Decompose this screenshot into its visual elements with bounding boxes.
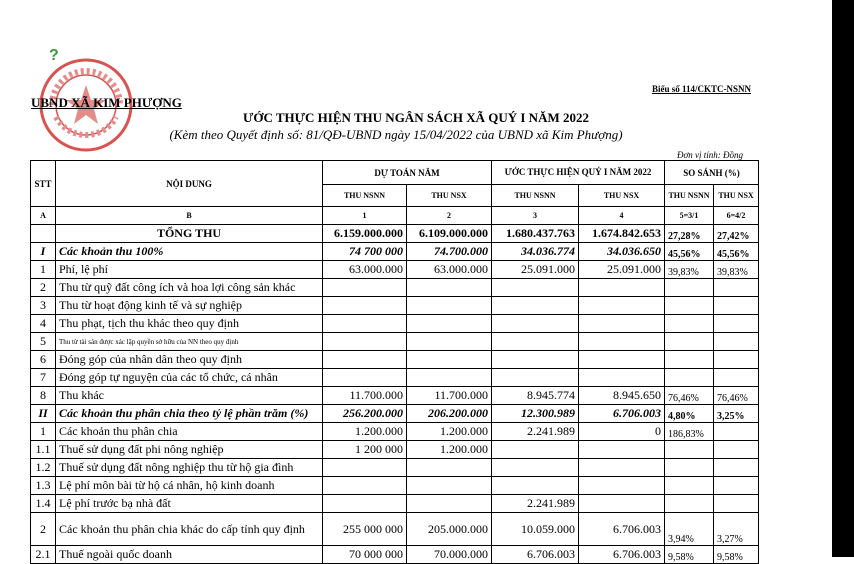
estimate-nsnn <box>323 351 407 369</box>
compare-nsx <box>714 279 759 297</box>
compare-nsnn: 9,58% <box>665 546 714 564</box>
form-number: Biểu số 114/CKTC-NSNN <box>652 84 752 94</box>
estimate-nsnn: 1.200.000 <box>323 423 407 441</box>
actual-nsx <box>579 315 665 333</box>
actual-nsx: 25.091.000 <box>579 261 665 279</box>
estimate-nsx <box>407 315 492 333</box>
estimate-nsnn: 74 700 000 <box>323 243 407 261</box>
actual-nsx: 6.706.003 <box>579 405 665 423</box>
actual-nsx <box>579 441 665 459</box>
estimate-nsx: 1.200.000 <box>407 441 492 459</box>
row-name: Các khoản thu phân chia khác do cấp tỉnh quy định <box>56 513 323 546</box>
actual-nsnn: 10.059.000 <box>492 513 579 546</box>
group-actual: ƯỚC THỰC HIỆN QUÝ I NĂM 2022 <box>492 161 665 185</box>
row-stt: 1.1 <box>31 441 56 459</box>
row-name: Các khoản thu phân chia theo tỷ lệ phần trăm (%) <box>56 405 323 423</box>
table-row <box>31 477 759 495</box>
estimate-nsx: 63.000.000 <box>407 261 492 279</box>
sub-cmp-nsnn: THU NSNN <box>665 185 714 207</box>
sub-nsnn: THU NSNN <box>492 185 579 207</box>
row-name: Thuế sử dụng đất nông nghiệp thu từ hộ gia đình <box>56 459 323 477</box>
estimate-nsnn <box>323 495 407 513</box>
compare-nsnn <box>665 477 714 495</box>
index-cell: 6=4/2 <box>714 207 759 225</box>
estimate-nsx: 205.000.000 <box>407 513 492 546</box>
compare-nsnn: 186,83% <box>665 423 714 441</box>
actual-nsnn: 2.241.989 <box>492 495 579 513</box>
row-name: Đóng góp của nhân dân theo quy định <box>56 351 323 369</box>
compare-nsnn <box>665 279 714 297</box>
row-stt: 1 <box>31 423 56 441</box>
row-stt: 7 <box>31 369 56 387</box>
row-name: Đóng góp tự nguyện của các tổ chức, cá nhân <box>56 369 323 387</box>
estimate-nsnn <box>323 297 407 315</box>
row-stt: 1.2 <box>31 459 56 477</box>
actual-nsx <box>579 351 665 369</box>
row-name: Các khoản thu phân chia <box>56 423 323 441</box>
estimate-nsnn <box>323 459 407 477</box>
estimate-nsnn <box>323 279 407 297</box>
actual-nsx <box>579 495 665 513</box>
estimate-nsx <box>407 477 492 495</box>
row-name: Thu khác <box>56 387 323 405</box>
index-cell: A <box>31 207 56 225</box>
compare-nsnn: 39,83% <box>665 261 714 279</box>
actual-nsnn: 25.091.000 <box>492 261 579 279</box>
estimate-nsx: 1.200.000 <box>407 423 492 441</box>
estimate-nsx <box>407 369 492 387</box>
row-name: Thu từ hoạt động kinh tế và sự nghiệp <box>56 297 323 315</box>
actual-nsnn <box>492 441 579 459</box>
row-stt: 1.3 <box>31 477 56 495</box>
compare-nsx: 3,25% <box>714 405 759 423</box>
row-name: Lệ phí môn bài từ hộ cá nhân, hộ kinh doanh <box>56 477 323 495</box>
actual-nsnn <box>492 369 579 387</box>
table-row <box>31 351 759 369</box>
compare-nsx: 3,27% <box>714 513 759 546</box>
row-stt: 3 <box>31 297 56 315</box>
compare-nsx <box>714 297 759 315</box>
row-name: Thuế ngoài quốc doanh <box>56 546 323 564</box>
estimate-nsnn: 11.700.000 <box>323 387 407 405</box>
compare-nsnn <box>665 459 714 477</box>
sub-nsx: THU NSX <box>407 185 492 207</box>
row-name: Lệ phí trước bạ nhà đất <box>56 495 323 513</box>
compare-nsnn <box>665 369 714 387</box>
table-row <box>31 441 759 459</box>
estimate-nsx <box>407 297 492 315</box>
index-cell: 4 <box>579 207 665 225</box>
row-name: TỔNG THU <box>56 225 323 243</box>
compare-nsnn <box>665 351 714 369</box>
table-row <box>31 297 759 315</box>
table-row <box>31 513 759 546</box>
actual-nsnn: 1.680.437.763 <box>492 225 579 243</box>
index-cell: B <box>56 207 323 225</box>
actual-nsnn <box>492 459 579 477</box>
actual-nsnn <box>492 351 579 369</box>
compare-nsnn <box>665 495 714 513</box>
compare-nsx <box>714 351 759 369</box>
actual-nsx <box>579 477 665 495</box>
row-stt: 1.4 <box>31 495 56 513</box>
row-name: Thu phạt, tịch thu khác theo quy định <box>56 315 323 333</box>
compare-nsx <box>714 315 759 333</box>
actual-nsx <box>579 369 665 387</box>
estimate-nsnn: 1 200 000 <box>323 441 407 459</box>
table-row <box>31 279 759 297</box>
actual-nsx: 34.036.650 <box>579 243 665 261</box>
row-stt: I <box>31 243 56 261</box>
row-stt: 2 <box>31 279 56 297</box>
document-title: ƯỚC THỰC HIỆN THU NGÂN SÁCH XÃ QUÝ I NĂM 2022 <box>243 110 589 125</box>
compare-nsx: 9,58% <box>714 546 759 564</box>
table-row <box>31 423 759 441</box>
actual-nsx: 0 <box>579 423 665 441</box>
estimate-nsx <box>407 351 492 369</box>
actual-nsx <box>579 459 665 477</box>
actual-nsnn: 6.706.003 <box>492 546 579 564</box>
estimate-nsnn <box>323 369 407 387</box>
compare-nsnn: 27,28% <box>665 225 714 243</box>
estimate-nsnn <box>323 333 407 351</box>
compare-nsx <box>714 459 759 477</box>
actual-nsx: 6.706.003 <box>579 546 665 564</box>
organization-name: UBND XÃ KIM PHƯỢNG <box>31 95 182 110</box>
table-row <box>31 225 759 243</box>
compare-nsnn <box>665 441 714 459</box>
estimate-nsnn: 255 000 000 <box>323 513 407 546</box>
table-row <box>31 387 759 405</box>
compare-nsnn <box>665 333 714 351</box>
estimate-nsnn: 63.000.000 <box>323 261 407 279</box>
estimate-nsnn: 70 000 000 <box>323 546 407 564</box>
compare-nsx <box>714 477 759 495</box>
row-stt: 2.1 <box>31 546 56 564</box>
group-compare: SO SÁNH (%) <box>665 161 759 185</box>
compare-nsx <box>714 423 759 441</box>
row-name: Thu từ tài sản được xác lập quyền sở hữu của NN theo quy định <box>56 333 323 351</box>
table-row <box>31 333 759 351</box>
table-row <box>31 315 759 333</box>
estimate-nsx: 70.000.000 <box>407 546 492 564</box>
estimate-nsnn <box>323 315 407 333</box>
seal-mark: ? <box>49 47 59 64</box>
table-row <box>31 405 759 423</box>
index-cell: 2 <box>407 207 492 225</box>
estimate-nsnn <box>323 477 407 495</box>
revenue-table <box>30 160 759 564</box>
compare-nsnn: 4,80% <box>665 405 714 423</box>
estimate-nsx: 11.700.000 <box>407 387 492 405</box>
document-subtitle: (Kèm theo Quyết định số: 81/QĐ-UBND ngày 15/04/2022 của UBND xã Kim Phượng) <box>169 127 623 142</box>
compare-nsnn: 45,56% <box>665 243 714 261</box>
actual-nsx: 6.706.003 <box>579 513 665 546</box>
sub-nsx: THU NSX <box>579 185 665 207</box>
compare-nsx: 39,83% <box>714 261 759 279</box>
row-stt: 5 <box>31 333 56 351</box>
col-content: NỘI DUNG <box>56 161 323 207</box>
actual-nsx: 1.674.842.653 <box>579 225 665 243</box>
actual-nsnn <box>492 279 579 297</box>
window-edge <box>832 0 854 557</box>
estimate-nsx: 6.109.000.000 <box>407 225 492 243</box>
compare-nsx <box>714 441 759 459</box>
actual-nsnn: 2.241.989 <box>492 423 579 441</box>
table-row <box>31 495 759 513</box>
row-name: Các khoản thu 100% <box>56 243 323 261</box>
compare-nsnn <box>665 315 714 333</box>
actual-nsnn: 34.036.774 <box>492 243 579 261</box>
row-stt: 4 <box>31 315 56 333</box>
table-row <box>31 459 759 477</box>
row-stt: 1 <box>31 261 56 279</box>
estimate-nsx <box>407 459 492 477</box>
estimate-nsx: 206.200.000 <box>407 405 492 423</box>
compare-nsx <box>714 369 759 387</box>
compare-nsx: 27,42% <box>714 225 759 243</box>
unit-label: Đơn vị tính: Đồng <box>677 150 744 160</box>
col-stt: STT <box>31 161 56 207</box>
actual-nsnn <box>492 333 579 351</box>
compare-nsnn: 3,94% <box>665 513 714 546</box>
row-name: Thu từ quỹ đất công ích và hoa lợi công sản khác <box>56 279 323 297</box>
estimate-nsnn: 256.200.000 <box>323 405 407 423</box>
actual-nsnn <box>492 297 579 315</box>
estimate-nsnn: 6.159.000.000 <box>323 225 407 243</box>
index-cell: 5=3/1 <box>665 207 714 225</box>
row-stt: 8 <box>31 387 56 405</box>
group-estimate: DỰ TOÁN NĂM <box>323 161 492 185</box>
estimate-nsx <box>407 279 492 297</box>
estimate-nsx: 74.700.000 <box>407 243 492 261</box>
actual-nsnn <box>492 477 579 495</box>
row-stt: II <box>31 405 56 423</box>
compare-nsx: 76,46% <box>714 387 759 405</box>
compare-nsx <box>714 333 759 351</box>
compare-nsnn: 76,46% <box>665 387 714 405</box>
compare-nsx <box>714 495 759 513</box>
actual-nsnn: 8.945.774 <box>492 387 579 405</box>
table-row <box>31 546 759 564</box>
actual-nsx <box>579 279 665 297</box>
actual-nsnn <box>492 315 579 333</box>
index-cell: 1 <box>323 207 407 225</box>
table-row <box>31 369 759 387</box>
row-stt: 2 <box>31 513 56 546</box>
table-row <box>31 261 759 279</box>
actual-nsx <box>579 297 665 315</box>
row-name: Thuế sử dụng đất phi nông nghiệp <box>56 441 323 459</box>
actual-nsx <box>579 333 665 351</box>
row-name: Phí, lệ phí <box>56 261 323 279</box>
estimate-nsx <box>407 495 492 513</box>
compare-nsx: 45,56% <box>714 243 759 261</box>
table-row <box>31 243 759 261</box>
actual-nsnn: 12.300.989 <box>492 405 579 423</box>
sub-nsnn: THU NSNN <box>323 185 407 207</box>
sub-cmp-nsx: THU NSX <box>714 185 759 207</box>
row-stt <box>31 225 56 243</box>
index-cell: 3 <box>492 207 579 225</box>
row-stt: 6 <box>31 351 56 369</box>
compare-nsnn <box>665 297 714 315</box>
actual-nsx: 8.945.650 <box>579 387 665 405</box>
estimate-nsx <box>407 333 492 351</box>
